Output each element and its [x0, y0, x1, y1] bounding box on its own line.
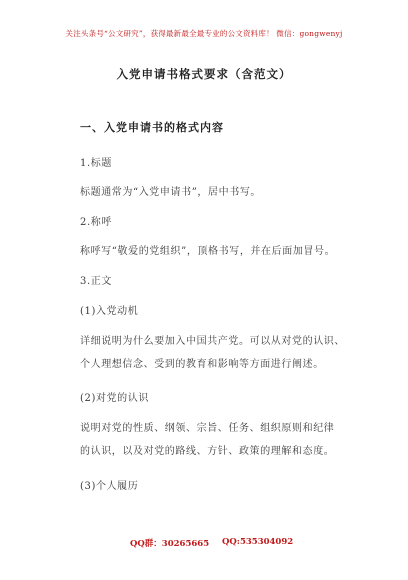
paragraph-motive-line-1: 详细说明为什么要加入中国共产党。可以从对党的认识、 — [80, 336, 345, 347]
paragraph-heading-resume: (3)个人履历 — [80, 481, 139, 492]
document-title: 入党申请书格式要求（含范文） — [116, 67, 292, 81]
paragraph-motive-line-2: 个人理想信念、受到的教育和影响等方面进行阐述。 — [80, 359, 324, 370]
header-promo-note: 关注头条号“公文研究”，获得最新最全最专业的公文资料库！ 微信：gongwenyj — [65, 29, 343, 38]
paragraph-heading-motive: (1)入党动机 — [80, 306, 139, 317]
section-heading: 一、入党申请书的格式内容 — [80, 121, 224, 134]
paragraph-heading-body: 3.正文 — [80, 276, 112, 287]
footer-qq-group: QQ群：30265665 — [130, 539, 210, 549]
footer-qq: QQ:535304092 — [222, 537, 294, 547]
paragraph-understanding-line-2: 的认识，以及对党的路线、方针、政策的理解和态度。 — [80, 446, 335, 457]
paragraph-heading-title: 1.标题 — [80, 158, 112, 169]
paragraph-heading-salutation: 2.称呼 — [80, 217, 112, 228]
paragraph-heading-understanding: (2)对党的认识 — [80, 393, 149, 404]
paragraph-title-desc: 标题通常为“入党申请书”，居中书写。 — [80, 187, 262, 198]
paragraph-salutation-desc: 称呼写“敬爱的党组织”，顶格书写，并在后面加冒号。 — [80, 246, 336, 257]
paragraph-understanding-line-1: 说明对党的性质、纲领、宗旨、任务、组织原则和纪律 — [80, 423, 335, 434]
